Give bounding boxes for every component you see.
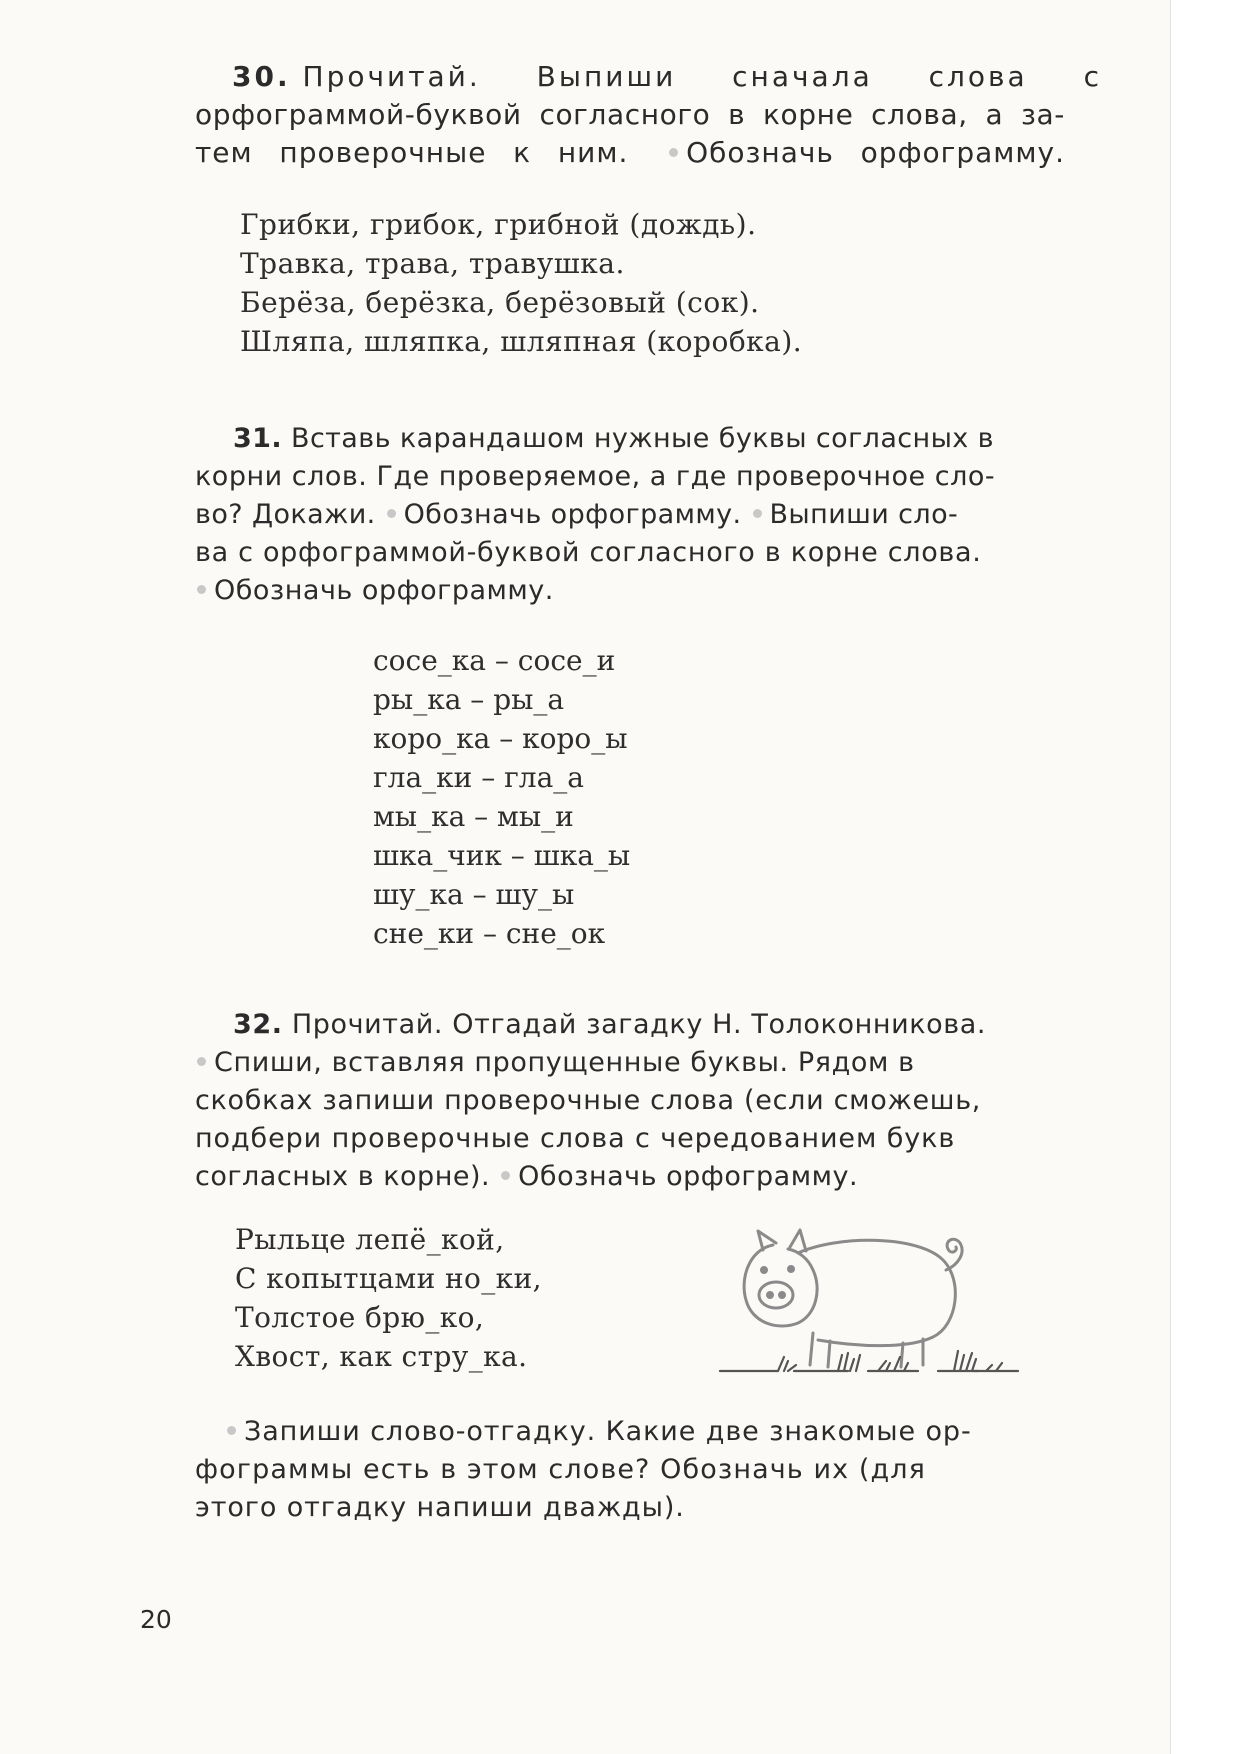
task-30-word-list [240,205,802,361]
riddle-line: Хвост, как стру_ка. [235,1340,528,1373]
task-32-line-1-text: Прочитай. Отгадай загадку Н. Толоконникова. [291,1009,987,1040]
task-32-line-2 [195,1044,1105,1082]
word-pair: ры_ка – ры_а [373,683,565,716]
task-31-line-3b: Обозначь орфограмму. [403,499,742,530]
word: Выпиши [536,60,677,93]
word-row: Грибки, грибок, грибной (дождь). [240,208,757,241]
task-number: 30. [232,60,291,93]
task-32-final-line-2: фограммы есть в этом слове? Обозначь их (для [195,1454,926,1485]
bullet-icon [501,1171,510,1180]
task-32-line-3: скобках запиши проверочные слова (если сможешь, [195,1085,982,1116]
word-row: Шляпа, шляпка, шляпная (коробка). [240,325,803,358]
riddle-line: Толстое брю_ко, [235,1301,485,1334]
word-row: Берёза, берёзка, берёзовый (сок). [240,286,760,319]
word-pair: мы_ка – мы_и [373,800,574,833]
word-row: Травка, трава, травушка. [240,247,625,280]
task-30-bullet-text: Обозначь орфограмму. [686,136,1066,169]
task-30-line-1 [232,58,1102,96]
word: слова [928,60,1028,93]
task-30-instructions [195,58,1102,172]
bullet-icon [197,585,206,594]
bullet-icon [227,1426,236,1435]
task-31-line-3a: во? Докажи. [195,499,376,530]
task-31-line-1-text: Вставь карандашом нужные буквы согласных в [291,423,994,454]
task-30-line-3-text: тем проверочные к ним. [195,136,629,169]
task-31-line-2: корни слов. Где проверяемое, а где проверочное сло- [195,461,996,492]
word-pair: сне_ки – сне_ок [373,917,606,950]
task-32-line-2-text: Спиши, вставляя пропущенные буквы. Рядом в [214,1047,915,1078]
task-32-line-4: подбери проверочные слова с чередованием букв [195,1123,956,1154]
task-number: 31. [233,423,283,454]
task-31-line-3c: Выпиши сло- [769,499,959,530]
task-32-line-1 [195,1006,1105,1044]
task-32-final-instructions [195,1413,1105,1527]
task-32-final-line-1-text: Запиши слово-отгадку. Какие две знакомые ор- [244,1416,972,1447]
page-number: 20 [140,1605,172,1634]
task-31-word-pairs [373,641,630,953]
task-number: 32. [233,1009,283,1040]
word: сначала [732,60,873,93]
task-31-instructions [195,420,1105,610]
word-pair: сосе_ка – сосе_и [373,644,616,677]
task-31-line-4: ва с орфограммой-буквой согласного в корне слова. [195,537,982,568]
task-31-line-5 [195,572,1105,610]
bullet-icon [669,148,678,157]
task-32-line-5b: Обозначь орфограмму. [518,1161,859,1192]
bullet-icon [753,509,762,518]
pig-illustration [718,1225,1058,1390]
word: с [1083,60,1102,93]
bullet-icon [387,509,396,518]
task-32-final-line-3: этого отгадку напиши дважды). [195,1492,685,1523]
riddle-line: Рыльце лепё_кой, [235,1223,505,1256]
task-31-line-3 [195,496,1105,534]
word-pair: гла_ки – гла_а [373,761,584,794]
riddle-poem [235,1220,542,1376]
task-32-line-5a: согласных в корне). [195,1161,491,1192]
task-30-line-3 [195,134,1065,172]
task-32-final-line-1 [195,1413,1105,1451]
word-pair: коро_ка – коро_ы [373,722,628,755]
task-32-line-5 [195,1158,1105,1196]
word-pair: шка_чик – шка_ы [373,839,631,872]
task-30-line-2: орфограммой-буквой согласного в корне слова, а за- [195,98,1065,131]
task-31-line-5-text: Обозначь орфограмму. [214,575,554,606]
task-31-line-1 [195,420,1105,458]
word-pair: шу_ка – шу_ы [373,878,575,911]
riddle-line: С копытцами но_ки, [235,1262,542,1295]
page-margin [1170,0,1240,1754]
task-32-instructions [195,1006,1105,1196]
word: Прочитай. [302,60,481,93]
bullet-icon [197,1057,206,1066]
